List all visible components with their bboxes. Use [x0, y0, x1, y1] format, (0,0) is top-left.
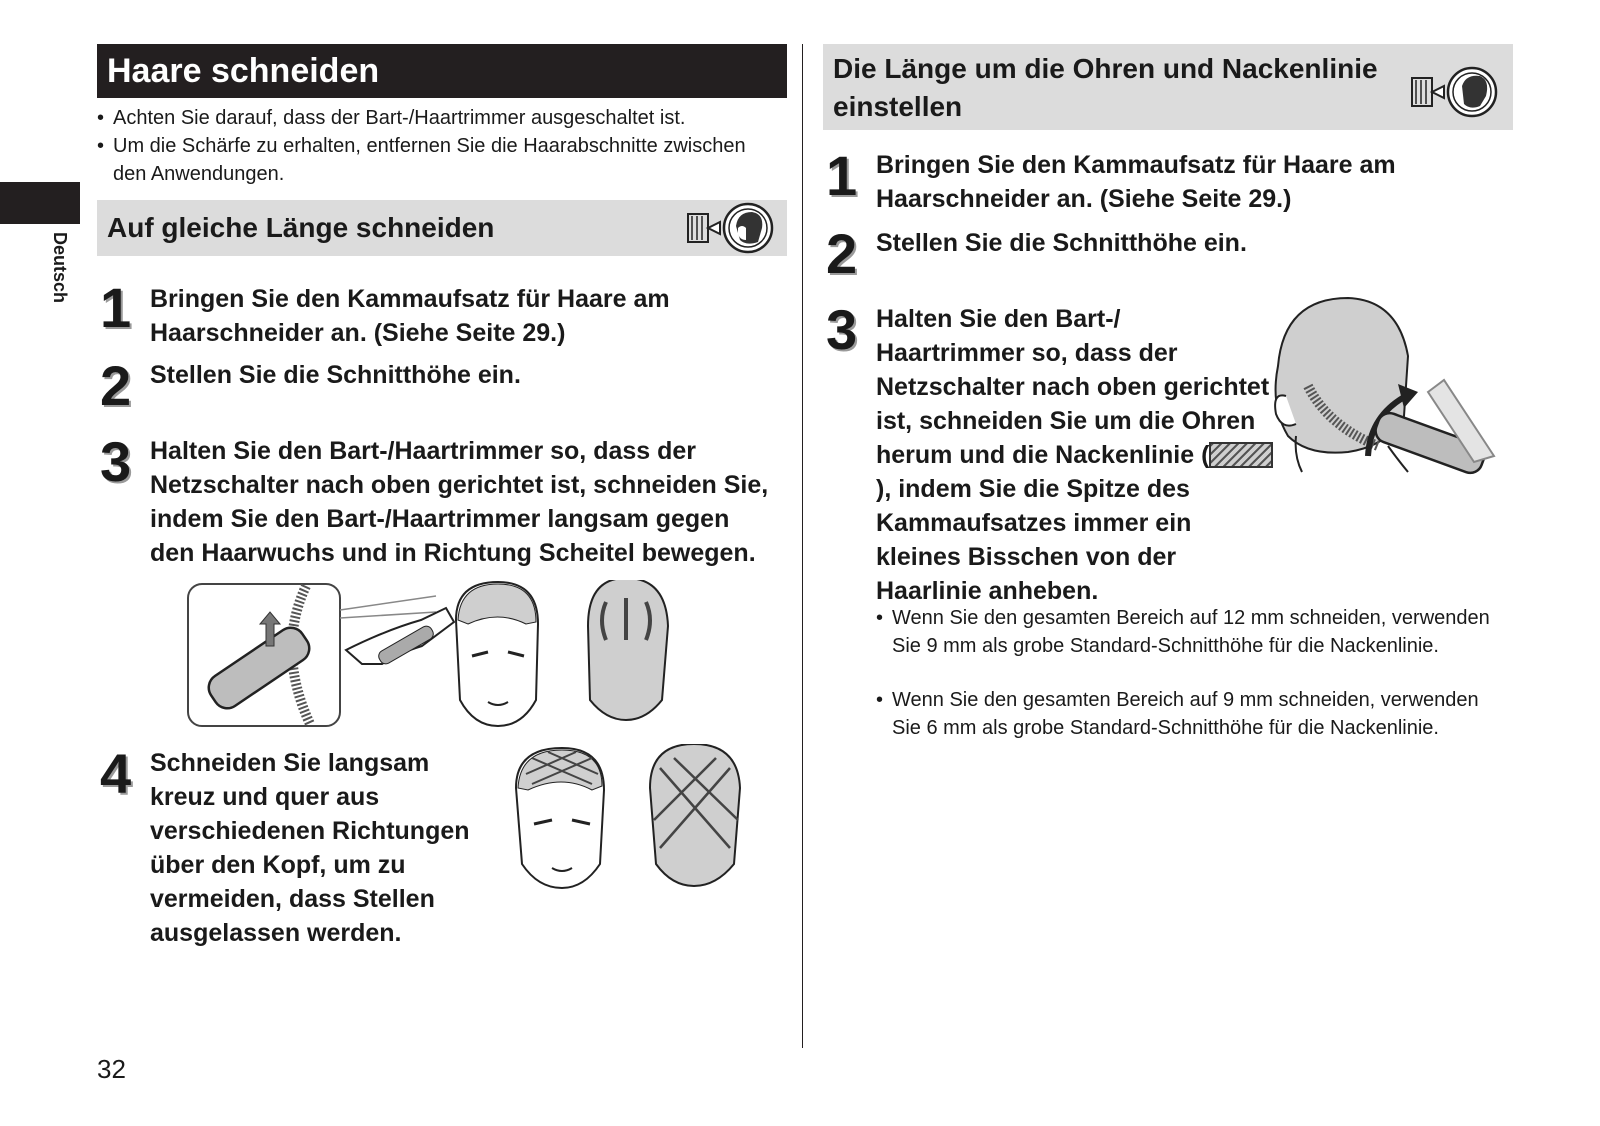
step-text: Schneiden Sie langsam kreuz und quer aus verschiedenen Richtungen über den Kopf, um zu vermeiden, dass Stellen ausgelassen werden. [150, 749, 470, 947]
note-item: • Wenn Sie den gesamten Bereich auf 9 mm schneiden, verwenden Sie 6 mm als grobe Standard-Schnitthöhe für die Nackenlinie. [876, 689, 1479, 739]
section-heading-equal-length: Auf gleiche Länge schneiden [97, 200, 787, 256]
column-divider [802, 44, 803, 1048]
step-number: 4 [100, 742, 132, 805]
step-text: Halten Sie den Bart-/ Haartrimmer so, dass der Netzschalter nach oben gerichtet ist, schneiden Sie um die Ohren herum und die Nackenlinie (), indem Sie die Spitze des Kammaufsatzes immer ein kleines Bisschen von der Haarlinie anheben. [876, 302, 1276, 608]
note-item: • Achten Sie darauf, dass der Bart-/Haartrimmer ausgeschaltet ist. [97, 107, 686, 129]
trimmer-usage-illustration [186, 580, 746, 730]
note-item: • Wenn Sie den gesamten Bereich auf 12 mm schneiden, verwenden Sie 9 mm als grobe Standard-Schnitthöhe für die Nackenlinie. [876, 607, 1490, 657]
step-number: 2 [100, 354, 132, 417]
language-tab-marker [0, 182, 80, 224]
step-number: 2 [826, 222, 858, 285]
neckline-trimming-illustration [1268, 296, 1508, 482]
step-number: 1 [100, 276, 132, 339]
note-item: • Um die Schärfe zu erhalten, entfernen Sie die Haarabschnitte zwischen den Anwendungen. [97, 135, 746, 185]
step-text: Bringen Sie den Kammaufsatz für Haare am Haarschneider an. (Siehe Seite 29.) [150, 285, 670, 347]
step-text: Stellen Sie die Schnitthöhe ein. [876, 229, 1247, 257]
step-number: 3 [826, 298, 858, 361]
step-text: Halten Sie den Bart-/Haartrimmer so, dass der Netzschalter nach oben gerichtet ist, schneiden Sie, indem Sie den Bart-/Haartrimmer langsam gegen den Haarwuchs und in Richtung Scheitel bewegen. [150, 437, 769, 567]
comb-attachment-head-icon [686, 202, 782, 254]
step-text: Stellen Sie die Schnitthöhe ein. [150, 361, 521, 389]
section-heading-ears-neckline: Die Länge um die Ohren und Nackenlinie einstellen [823, 44, 1513, 130]
crosswise-cut-illustration [508, 744, 758, 904]
neckline-hatch-swatch [1209, 442, 1273, 468]
page-title: Haare schneiden [97, 44, 787, 98]
language-tab-label: Deutsch [50, 232, 70, 304]
step-number: 1 [826, 144, 858, 207]
page-number: 32 [97, 1054, 126, 1084]
step-text: Bringen Sie den Kammaufsatz für Haare am Haarschneider an. (Siehe Seite 29.) [876, 151, 1396, 213]
comb-attachment-head-icon [1410, 66, 1506, 118]
step-number: 3 [100, 430, 132, 493]
